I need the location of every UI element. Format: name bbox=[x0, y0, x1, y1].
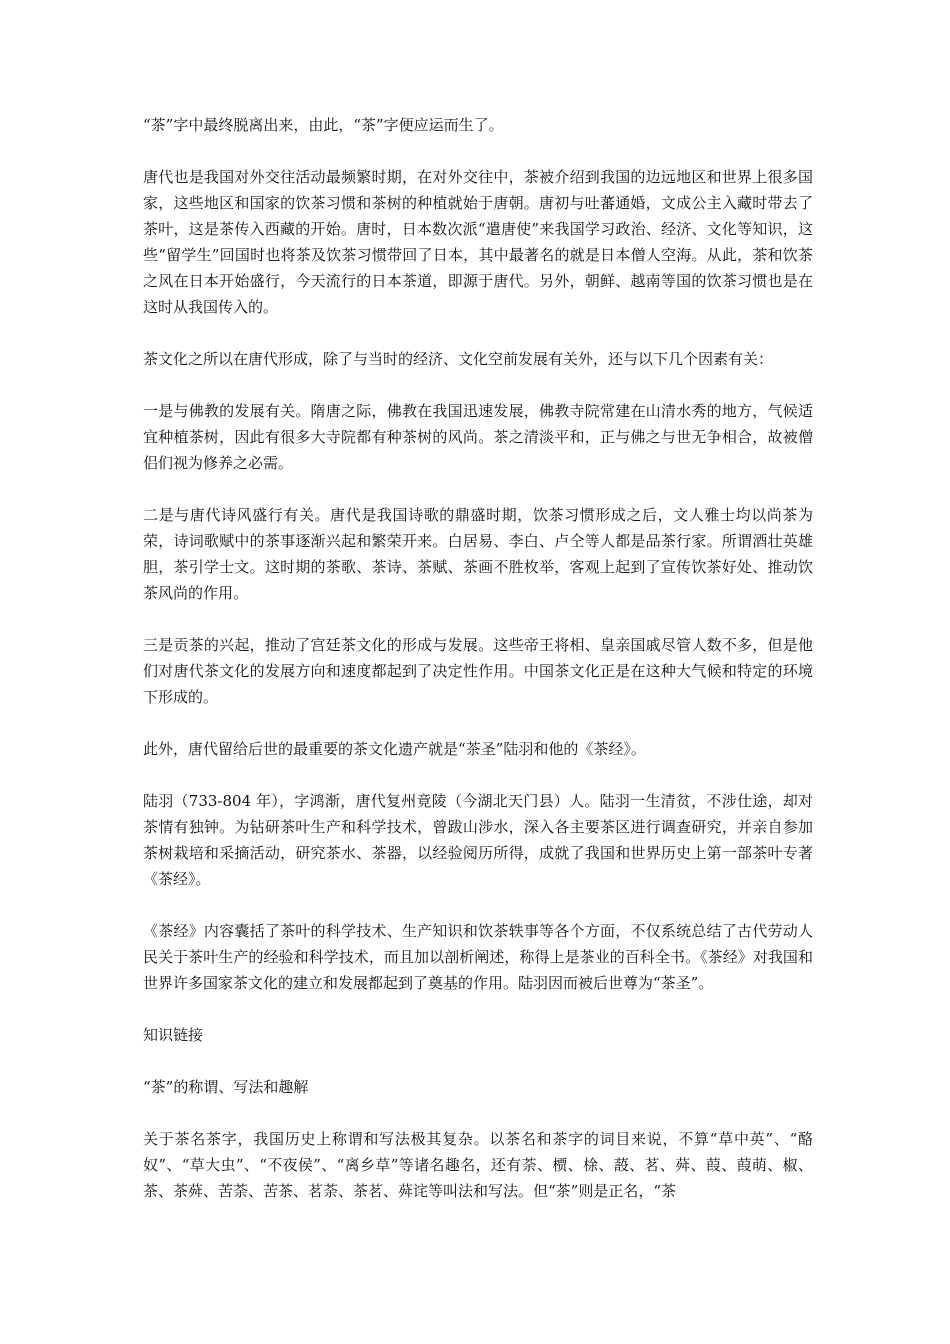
paragraph-tea-culture-factors: 茶文化之所以在唐代形成，除了与当时的经济、文化空前发展有关外，还与以下几个因素有关： bbox=[143, 350, 774, 368]
paragraph-cha-jing: 《茶经》内容囊括了茶叶的科学技术、生产知识和饮茶轶事等各个方面，不仅系统总结了古代劳动人民关于茶叶生产的经验和科学技术，而且加以剖析阐述，称得上是茶业的百科全书。《茶经》对我国和世界许多国家茶文化的建立和发展都起到了奠基的作用。陆羽因而被后世尊为“茶圣”。 bbox=[143, 922, 813, 992]
paragraph-buddhism: 一是与佛教的发展有关。隋唐之际，佛教在我国迅速发展，佛教寺院常建在山清水秀的地方，气候适宜种植茶树，因此有很多大寺院都有种茶树的风尚。茶之清淡平和，正与佛之与世无争相合，故被僧侣们视为修养之必需。 bbox=[143, 402, 813, 472]
paragraph-continuation: “茶”字中最终脱离出来，由此，“茶”字便应运而生了。 bbox=[143, 116, 504, 134]
document-page bbox=[143, 112, 813, 1204]
paragraph-tang-foreign-exchange: 唐代也是我国对外交往活动最频繁时期，在对外交往中，茶被介绍到我国的边远地区和世界上很多国家，这些地区和国家的饮茶习惯和茶树的种植就始于唐朝。唐初与吐蕃通婚，文成公主入藏时带去了茶叶，这是茶传入西藏的开始。唐时，日本数次派“遣唐使”来我国学习政治、经济、文化等知识，这些“留学生”回国时也将茶及饮茶习惯带回了日本，其中最著名的就是日本僧人空海。从此，茶和饮茶之风在日本开始盛行，今天流行的日本茶道，即源于唐代。另外，朝鲜、越南等国的饮茶习惯也是在这时从我国传入的。 bbox=[143, 168, 813, 316]
paragraph-poetry: 二是与唐代诗风盛行有关。唐代是我国诗歌的鼎盛时期，饮茶习惯形成之后，文人雅士均以尚茶为荣，诗词歌赋中的茶事逐渐兴起和繁荣开来。白居易、李白、卢仝等人都是品茶行家。所谓酒壮英雄胆，茶引学士文。这时期的茶歌、茶诗、茶赋、茶画不胜枚举，客观上起到了宣传饮茶好处、推动饮茶风尚的作用。 bbox=[143, 506, 813, 602]
section-heading-knowledge-link: 知识链接 bbox=[143, 1026, 204, 1044]
paragraph-lu-yu-intro: 此外，唐代留给后世的最重要的茶文化遗产就是“茶圣”陆羽和他的《茶经》。 bbox=[143, 740, 646, 758]
paragraph-lu-yu-bio: 陆羽（733-804 年），字鸿渐，唐代复州竟陵（今湖北天门县）人。陆羽一生清贫，不涉仕途，却对茶情有独钟。为钻研茶叶生产和科学技术，曾跋山涉水，深入各主要茶区进行调查研究，并亲自参加茶树栽培和采摘活动，研究茶水、茶器，以经验阅历所得，成就了我国和世界历史上第一部茶叶专著《茶经》。 bbox=[143, 792, 813, 888]
section-subheading-tea-names: “茶”的称谓、写法和趣解 bbox=[143, 1078, 309, 1096]
paragraph-tribute-tea: 三是贡茶的兴起，推动了宫廷茶文化的形成与发展。这些帝王将相、皇亲国戚尽管人数不多，但是他们对唐代茶文化的发展方向和速度都起到了决定性作用。中国茶文化正是在这种大气候和特定的环境下形成的。 bbox=[143, 636, 813, 706]
paragraph-tea-names: 关于茶名茶字，我国历史上称谓和写法极其复杂。以茶名和茶字的词目来说，不算“草中英”、“酪奴”、“草大虫”、“不夜侯”、“离乡草”等诸名趣名，还有荼、槚、梌、蔎、茗、荈、葭、葭萌、椒、茶、茶荈、苦荼、苦茶、茗荼、茶茗、荈诧等叫法和写法。但“茶”则是正名，“茶 bbox=[143, 1130, 813, 1200]
